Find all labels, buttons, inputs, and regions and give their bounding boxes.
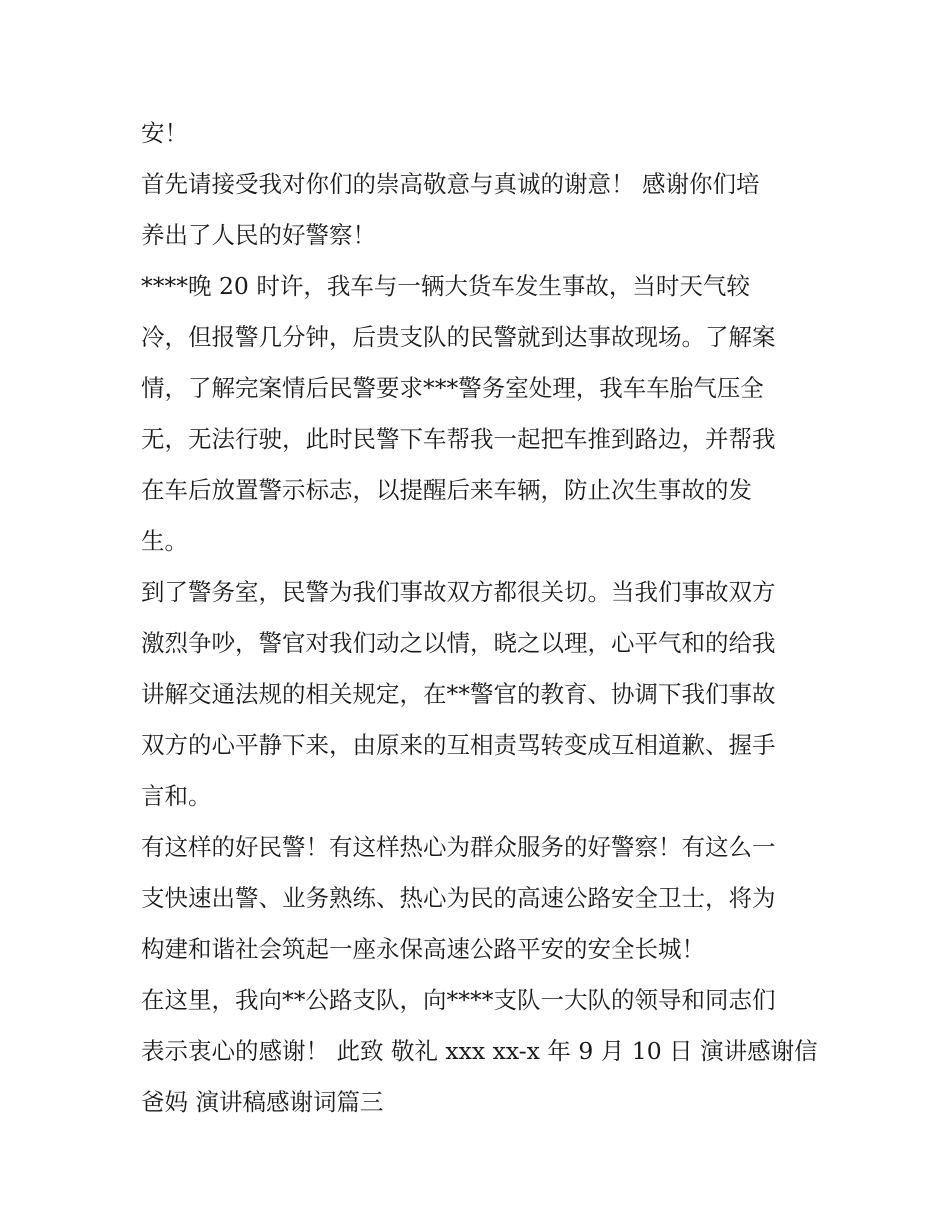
text-line: 激烈争吵，警官对我们动之以情，晓之以理，心平气和的给我: [141, 629, 776, 657]
text-line: ****晚 20 时许，我车与一辆大货车发生事故，当时天气较: [141, 272, 750, 300]
text-line: 讲解交通法规的相关规定，在**警官的教育、协调下我们事故: [141, 680, 776, 708]
text-line: 情，了解完案情后民警要求***警务室处理，我车车胎气压全: [141, 374, 764, 402]
text-line: 爸妈 演讲稿感谢词篇三: [141, 1088, 384, 1116]
letter-body: [141, 108, 816, 1128]
text-line: 冷，但报警几分钟，后贵支队的民警就到达事故现场。了解案: [141, 323, 776, 351]
text-line: 有这样的好民警！有这样热心为群众服务的好警察！有这么一: [141, 833, 776, 861]
text-line: 安！: [141, 119, 188, 147]
text-line: 无，无法行驶，此时民警下车帮我一起把车推到路边，并帮我: [141, 425, 776, 453]
text-line: 构建和谐社会筑起一座永保高速公路平安的安全长城！: [141, 935, 705, 963]
text-line: 表示衷心的感谢！ 此致 敬礼 xxx xx-x 年 9 月 10 日 演讲感谢信: [141, 1037, 818, 1065]
text-line: 生。: [141, 527, 188, 555]
text-line: 在这里，我向**公路支队，向****支队一大队的领导和同志们: [141, 986, 776, 1014]
text-line: 支快速出警、业务熟练、热心为民的高速公路安全卫士，将为: [141, 884, 776, 912]
text-line: 言和。: [141, 782, 212, 810]
text-line: 首先请接受我对你们的崇高敬意与真诚的谢意！ 感谢你们培: [141, 170, 760, 198]
text-line: 到了警务室，民警为我们事故双方都很关切。当我们事故双方: [141, 578, 776, 606]
text-line: 双方的心平静下来，由原来的互相责骂转变成互相道歉、握手: [141, 731, 776, 759]
text-line: 在车后放置警示标志，以提醒后来车辆，防止次生事故的发: [141, 476, 752, 504]
text-line: 养出了人民的好警察！: [141, 221, 376, 249]
